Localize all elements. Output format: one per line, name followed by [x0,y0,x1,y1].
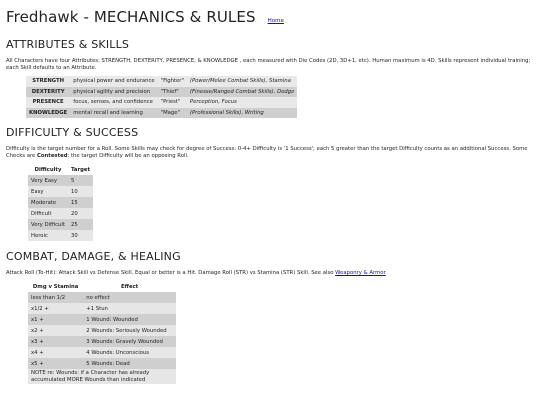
difficulty-label: Heroic [28,230,68,241]
difficulty-target: 5 [68,175,93,186]
dmg-value: x1/2 + [28,303,83,314]
dmg-value: x2 + [28,325,83,336]
table-row [28,175,93,186]
dmg-effect: +1 Stun [83,303,176,314]
home-link[interactable]: Home [267,18,284,24]
page-title: Fredhawk - MECHANICS & RULES [6,8,256,26]
difficulty-heading: DIFFICULTY & SUCCESS [6,126,139,139]
weaponry-armor-link[interactable]: Weaponry & Armor [335,270,386,276]
dmg-value: less than 1/2 [28,292,83,303]
difficulty-intro [6,146,534,160]
title-row [6,8,534,26]
col-difficulty: Difficulty [34,166,62,173]
table-header [28,281,176,292]
attribute-role: "Priest" [158,97,187,108]
attribute-desc: physical power and endurance [70,76,157,87]
dmg-effect: no effect [83,292,176,303]
attribute-name: DEXTERITY [26,87,70,98]
attribute-name: STRENGTH [26,76,70,87]
attribute-role: "Thief" [158,87,187,98]
table-row [28,230,93,241]
difficulty-label: Very Easy [28,175,68,186]
attribute-skills: Perception, Focus [187,97,298,108]
dmg-value: x3 + [28,336,83,347]
attribute-skills: (Power/Melee Combat Skills), Stamina [187,76,298,87]
attribute-desc: mental recall and learning [70,108,157,119]
wounds-note: NOTE re: Wounds: if a Character has already accumulated MORE Wounds than indicated [28,369,176,384]
difficulty-target: 15 [68,197,93,208]
attributes-intro: All Characters have four Attributes: STRENGTH, DEXTERITY, PRESENCE, & KNOWLEDGE , each measured with Die Codes (2D, 3D+1, etc). Human maximum is 4D. Skills represent individual training; each Skill defaults to an Attribute. [6,58,531,71]
difficulty-target: 30 [68,230,93,241]
attribute-row [26,108,297,119]
combat-intro-text: Attack Roll (To-Hit): Attack Skill vs Defense Skill. Equal or better is a Hit. Damage Roll (STR) vs Stamina (STR) Skill. See also [6,270,336,276]
attribute-desc: physical agility and precision [70,87,157,98]
attribute-row [26,97,297,108]
combat-heading: COMBAT, DAMAGE, & HEALING [6,250,181,263]
difficulty-target: 20 [68,208,93,219]
dmg-value: x4 + [28,347,83,358]
dmg-effect: 3 Wounds: Gravely Wounded [83,336,176,347]
table-header [28,164,93,175]
attribute-skills: (Finesse/Ranged Combat Skills), Dodge [187,87,298,98]
attribute-name: PRESENCE [26,97,70,108]
attribute-role: "Fighter" [158,76,187,87]
table-row [28,186,93,197]
dmg-effect: 4 Wounds: Unconscious [83,347,176,358]
table-row [28,197,93,208]
table-row [28,347,176,358]
table-row [28,325,176,336]
attributes-heading: ATTRIBUTES & SKILLS [6,38,130,51]
difficulty-label: Moderate [28,197,68,208]
dmg-value: x5 + [28,358,83,369]
difficulty-table [28,164,93,241]
dmg-effect: 2 Wounds: Seriously Wounded [83,325,176,336]
attribute-role: "Mage" [158,108,187,119]
col-dmg: Dmg v Stamina [32,283,79,290]
attributes-table [26,76,297,118]
table-row [28,314,176,325]
dmg-value: x1 + [28,314,83,325]
contested-term: Contested [37,153,68,159]
dmg-effect: 5 Wounds: Dead [83,358,176,369]
table-row [28,219,93,230]
table-row [28,336,176,347]
dmg-effect: 1 Wound: Wounded [83,314,176,325]
difficulty-intro-text: Difficulty is the target number for a Roll. Some Skills may check for degree of Success: 0-4+ Difficulty is '1 Success'; each 5 greater than the target Difficulty counts as an additional Success. Some Checks are [6,146,528,159]
table-row [28,358,176,369]
damage-table [28,281,176,384]
attribute-desc: focus, senses, and confidence [70,97,157,108]
combat-intro [6,270,534,277]
attribute-row [26,76,297,87]
table-row [28,292,176,303]
col-effect: Effect [121,283,139,290]
col-target: Target [70,166,91,173]
difficulty-target: 25 [68,219,93,230]
attribute-name: KNOWLEDGE [26,108,70,119]
difficulty-label: Difficult [28,208,68,219]
table-row-note [28,369,176,384]
attribute-row [26,87,297,98]
difficulty-label: Very Difficult [28,219,68,230]
difficulty-target: 10 [68,186,93,197]
attribute-skills: (Professional Skills), Writing [187,108,298,119]
difficulty-intro-tail: : the target Difficulty will be an opposing Roll. [67,153,189,159]
table-row [28,208,93,219]
table-row [28,303,176,314]
difficulty-label: Easy [28,186,68,197]
